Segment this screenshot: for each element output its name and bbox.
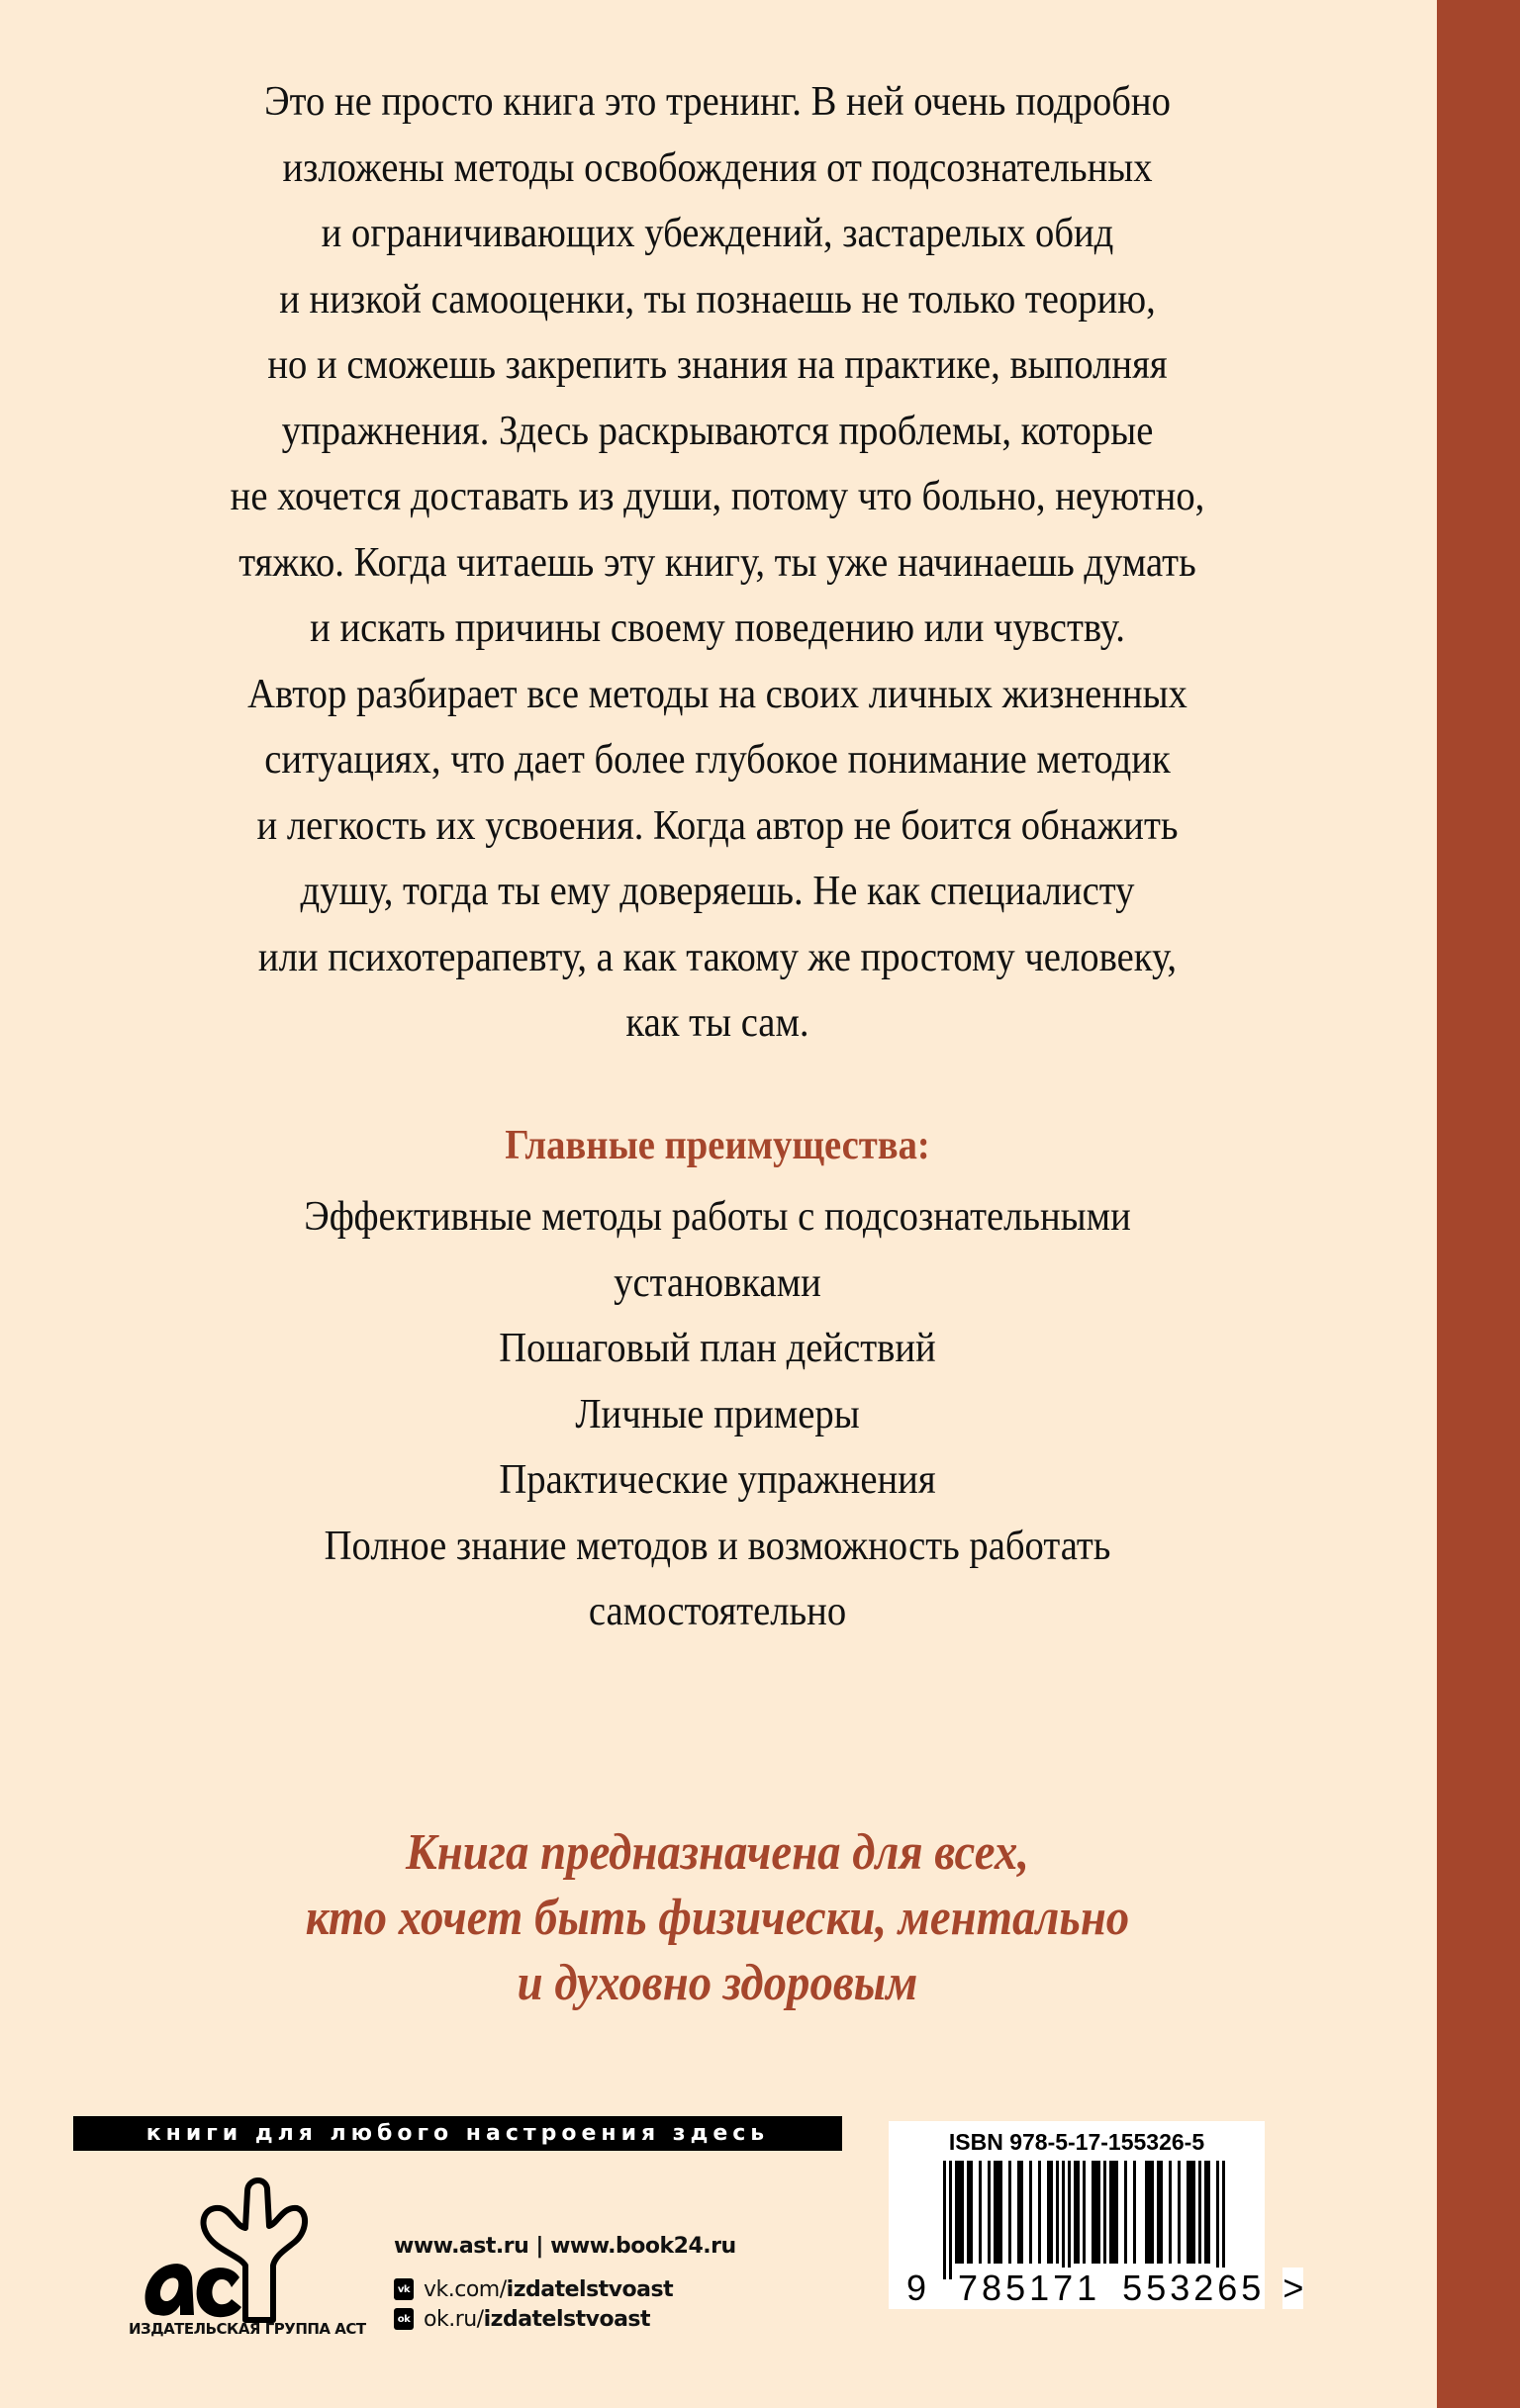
description-line: душу, тогда ты ему доверяешь. Не как специалисту <box>300 869 1135 914</box>
advantage-item: Полное знание методов и возможность работать <box>324 1523 1111 1569</box>
publisher-name: ИЗДАТЕЛЬСКАЯ ГРУППА АСТ <box>129 2320 366 2338</box>
advantage-item: Эффективные методы работы с подсознательными <box>304 1194 1131 1240</box>
isbn-digits <box>906 2268 1304 2309</box>
advantage-item: установками <box>614 1259 821 1306</box>
description-line: и искать причины своему поведению или чувству. <box>310 605 1125 651</box>
description-line: Автор разбирает все методы на своих личных жизненных <box>247 671 1188 717</box>
website-links[interactable]: www.ast.ru | www.book24.ru <box>394 2234 736 2259</box>
description-line: как ты сам. <box>625 1000 809 1046</box>
isbn-digit-group2: 553265 <box>1122 2268 1266 2308</box>
description-line: и легкость их усвоения. Когда автор не боится обнажить <box>256 802 1179 849</box>
advantage-item: Пошаговый план действий <box>499 1326 936 1371</box>
tagline-line: кто хочет быть физически, ментально <box>305 1890 1130 1946</box>
description-line: ситуациях, что дает более глубокое понимание методик <box>264 737 1171 783</box>
ok-icon: ok <box>394 2308 414 2330</box>
vk-link[interactable] <box>394 2274 736 2304</box>
isbn-arrow: > <box>1282 2268 1304 2308</box>
description-line: тяжко. Когда читаешь эту книгу, ты уже начинаешь думать <box>238 539 1196 586</box>
description-line: но и сможешь закрепить знания на практике, выполняя <box>267 342 1168 388</box>
ok-link[interactable] <box>394 2304 736 2334</box>
vk-handle: izdatelstvoast <box>506 2276 674 2302</box>
vk-prefix: vk.com/ <box>424 2276 507 2302</box>
description-line: и низкой самооценки, ты познаешь не только теорию, <box>279 276 1156 323</box>
advantage-item: самостоятельно <box>588 1589 847 1634</box>
tagline-line: и духовно здоровым <box>517 1955 918 2011</box>
tagline-line: Книга предназначена для всех, <box>406 1824 1029 1881</box>
description-line: не хочется доставать из души, потому что больно, неуютно, <box>230 474 1205 519</box>
description-line: и ограничивающих убеждений, застарелых обид <box>321 211 1114 256</box>
advantages-heading: Главные преимущества: <box>505 1123 930 1168</box>
description-line: упражнения. Здесь раскрываются проблемы, которые <box>281 408 1154 454</box>
isbn-label: ISBN 978-5-17-155326-5 <box>948 2129 1205 2155</box>
ok-prefix: ok.ru/ <box>424 2306 484 2332</box>
barcode-icon <box>943 2161 1240 2279</box>
isbn-digit-first: 9 <box>906 2268 927 2308</box>
advantage-item: Личные примеры <box>575 1391 860 1437</box>
ok-handle: izdatelstvoast <box>483 2306 651 2332</box>
isbn-digit-group1: 785171 <box>958 2268 1101 2308</box>
isbn-barcode-block <box>889 2121 1304 2309</box>
publisher-links <box>394 2234 736 2334</box>
book-spine <box>1437 0 1520 2408</box>
description-paragraph <box>112 69 1323 1057</box>
description-line: Это не просто книга это тренинг. В ней очень подробно <box>264 79 1171 125</box>
tagline <box>126 1820 1310 2016</box>
ast-logo-icon <box>129 2167 327 2335</box>
advantages-list <box>112 1184 1323 1645</box>
advantage-item: Практические упражнения <box>499 1457 936 1503</box>
description-line: или психотерапевту, а как такому же простому человеку, <box>257 934 1178 980</box>
description-line: изложены методы освобождения от подсознательных <box>282 144 1153 191</box>
publisher-banner: книги для любого настроения здесь <box>73 2116 842 2151</box>
vk-icon: vk <box>394 2278 414 2300</box>
